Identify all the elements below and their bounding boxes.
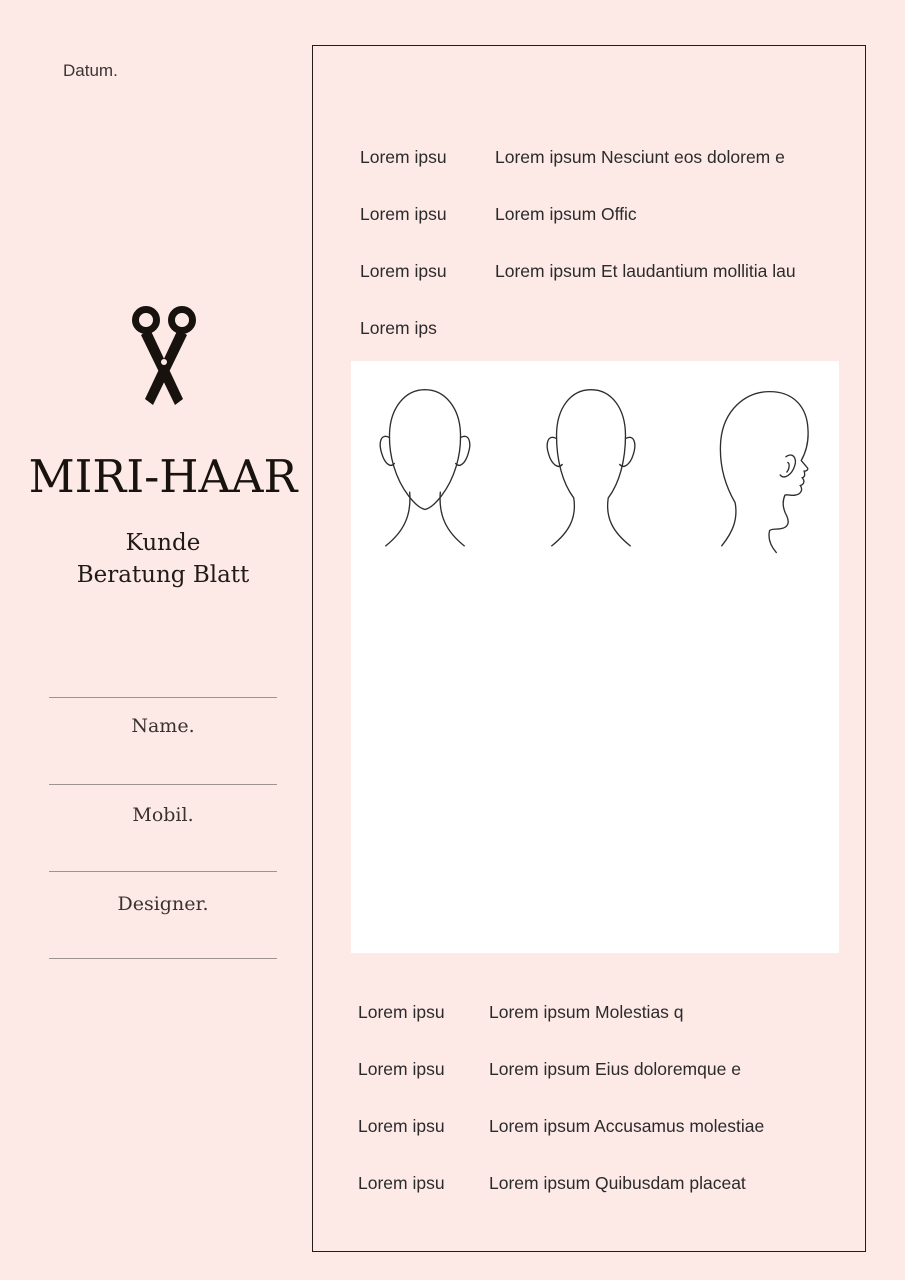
row-value: Lorem ipsum Molestias q — [489, 1002, 684, 1022]
subtitle-line-1: Kunde — [125, 530, 201, 556]
bottom-row-4 — [313, 1173, 865, 1195]
side-profile-head-outline — [698, 383, 824, 565]
bottom-row-3 — [313, 1116, 865, 1138]
front-head-outline — [366, 383, 484, 565]
row-label: Lorem ipsu — [360, 261, 447, 281]
row-value: Lorem ipsum Accusamus molestiae — [489, 1116, 765, 1136]
row-label: Lorem ipsu — [360, 147, 447, 167]
field-line — [49, 871, 277, 872]
top-row-1 — [313, 147, 865, 169]
row-value: Lorem ipsum Et laudantium mollitia lau — [495, 261, 796, 281]
top-row-2 — [313, 204, 865, 226]
drawing-canvas — [351, 361, 839, 953]
field-line — [49, 697, 277, 698]
top-row-3 — [313, 261, 865, 283]
field-line — [49, 784, 277, 785]
row-value: Lorem ipsum Offic — [495, 204, 637, 224]
row-value: Lorem ipsum Nesciunt eos dolorem e — [495, 147, 785, 167]
row-label: Lorem ipsu — [358, 1173, 445, 1193]
row-label: Lorem ipsu — [358, 1116, 445, 1136]
row-value: Lorem ipsum Eius doloremque e — [489, 1059, 741, 1079]
consultation-panel — [312, 45, 866, 1252]
row-label: Lorem ips — [360, 318, 437, 338]
row-label: Lorem ipsu — [360, 204, 447, 224]
designer-field-label: Designer. — [117, 893, 209, 915]
row-label: Lorem ipsu — [358, 1059, 445, 1079]
datum-label: Datum. — [63, 61, 118, 80]
back-head-outline — [532, 383, 650, 565]
top-row-4 — [313, 318, 865, 340]
row-value: Lorem ipsum Quibusdam placeat — [489, 1173, 746, 1193]
mobil-field-label: Mobil. — [132, 804, 194, 826]
scissors-icon — [129, 306, 199, 410]
sheet-subtitle — [7, 527, 319, 591]
field-line — [49, 958, 277, 959]
row-label: Lorem ipsu — [358, 1002, 445, 1022]
subtitle-line-2: Beratung Blatt — [76, 562, 250, 588]
bottom-row-1 — [313, 1002, 865, 1024]
bottom-row-2 — [313, 1059, 865, 1081]
name-field-label: Name. — [131, 715, 195, 737]
brand-name: MIRI-HAAR — [28, 450, 298, 503]
